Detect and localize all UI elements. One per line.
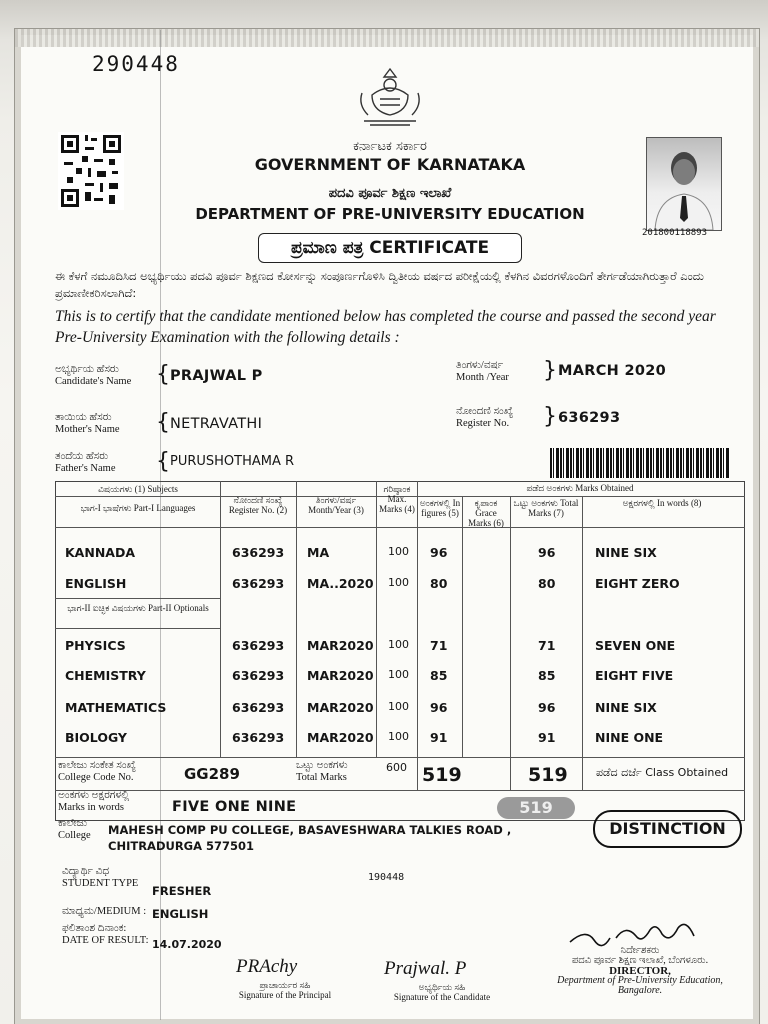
- college-code: GG289: [184, 765, 240, 783]
- father-name: PURUSHOTHAMA R: [170, 454, 295, 469]
- brace: {: [156, 362, 170, 387]
- subject-month: MAR2020: [307, 730, 374, 745]
- principal-signature-label: ಪ್ರಾಚಾರ್ಯರ ಸಹಿ Signature of the Principal: [238, 980, 332, 1000]
- subject-month: MA: [307, 545, 330, 560]
- barcode: [550, 448, 730, 478]
- total-marks-label: ಒಟ್ಟು ಅಂಕಗಳು Total Marks: [296, 760, 348, 783]
- table-row: [55, 541, 745, 563]
- result-date-label: ಫಲಿತಾಂಶ ದಿನಾಂಕ: DATE OF RESULT:: [62, 923, 149, 946]
- photo-id: 201800118893: [642, 228, 708, 238]
- director-block: ನಿರ್ದೇಶಕರು ಪದವಿ ಪೂರ್ವ ಶಿಕ್ಷಣ ಇಲಾಖೆ, ಬೆಂಗಳೂರು. DIRECTOR, Department of Pre-University Education, Bangalore.: [557, 945, 723, 996]
- subject-register: 636293: [232, 668, 285, 683]
- father-name-label: ತಂದೆಯ ಹೆಸರು Father's Name: [55, 451, 116, 474]
- intro-text-kn: ಈ ಕೆಳಗೆ ನಮೂದಿಸಿದ ಅಭ್ಯರ್ಥಿಯು ಪದವಿ ಪೂರ್ವ ಶಿಕ್ಷಣದ ಕೋರ್ಸನ್ನು ಸಂಪೂರ್ಣಗೊಳಿಸಿ ದ್ವಿತೀಯ ವರ್ಷದ ಪರೀಕ್ಷೆಯಲ್ಲಿ ಕೆಳಗಿನ ವಿವರಗಳೊಂದಿಗೆ ತೇರ್ಗಡೆಯಾಗಿರುತ್ತಾರೆ ಎಂದು ಪ್ರಮಾಣೀಕರಿಸಲಾಗಿದೆ:: [55, 269, 704, 300]
- subject-words: NINE ONE: [595, 730, 664, 745]
- state-emblem-icon: [350, 65, 430, 129]
- register-no: 636293: [558, 410, 621, 426]
- max-total: 600: [386, 761, 407, 774]
- marks-in-words: FIVE ONE NINE: [172, 799, 297, 815]
- college-label: ಕಾಲೇಜು College: [58, 818, 91, 841]
- subject-month: MAR2020: [307, 700, 374, 715]
- subject-words: EIGHT ZERO: [595, 576, 680, 591]
- subject-name: MATHEMATICS: [65, 700, 167, 715]
- subject-register: 636293: [232, 730, 285, 745]
- subject-marks: 96: [430, 545, 448, 560]
- header-month: ತಿಂಗಳು/ವರ್ಷ Month/Year (3): [308, 495, 364, 515]
- subject-month: MAR2020: [307, 668, 374, 683]
- total-marks-figures: 519: [422, 764, 462, 786]
- header-max: ಗರಿಷ್ಠಾಂಕ Max. Marks (4): [379, 484, 415, 514]
- subject-total: 71: [538, 638, 556, 653]
- distinction-badge: DISTINCTION: [593, 810, 742, 848]
- subject-name: BIOLOGY: [65, 730, 127, 745]
- gov-title: GOVERNMENT OF KARNATAKA: [254, 155, 526, 174]
- brace: {: [156, 449, 170, 474]
- subject-marks: 80: [430, 576, 448, 591]
- header-obtained: ಪಡೆದ ಅಂಕಗಳು Marks Obtained: [526, 483, 634, 493]
- qr-code: [58, 132, 124, 210]
- header-total: ಒಟ್ಟು ಅಂಕಗಳು Total Marks (7): [513, 498, 579, 518]
- subject-register: 636293: [232, 576, 285, 591]
- total-marks: 519: [528, 764, 568, 786]
- subject-max: 100: [388, 668, 409, 681]
- brace: {: [156, 410, 170, 435]
- gov-title-kn: ಕರ್ನಾಟಕ ಸರ್ಕಾರ: [353, 139, 427, 154]
- header-words: ಅಕ್ಷರಗಳಲ್ಲಿ In words (8): [622, 498, 702, 508]
- college-name-line1: MAHESH COMP PU COLLEGE, BASAVESHWARA TALKIES ROAD ,: [108, 823, 512, 837]
- subject-total: 80: [538, 576, 556, 591]
- subject-name: PHYSICS: [65, 638, 126, 653]
- mother-name-label: ತಾಯಿಯ ಹೆಸರು Mother's Name: [55, 412, 120, 435]
- header-register: ನೋಂದಣಿ ಸಂಖ್ಯೆ Register No. (2): [228, 495, 288, 515]
- header-part2: ಭಾಗ-II ಐಚ್ಛಿಕ ವಿಷಯಗಳು Part-II Optionals: [67, 603, 209, 613]
- subject-total: 96: [538, 545, 556, 560]
- serial-number: 290448: [92, 52, 180, 76]
- candidate-photo: [646, 137, 722, 231]
- subject-register: 636293: [232, 638, 285, 653]
- month-year-label: ತಿಂಗಳು/ವರ್ಷ Month /Year: [456, 360, 509, 383]
- candidate-name-label: ಅಭ್ಯರ್ಥಿಯ ಹೆಸರು Candidate's Name: [55, 364, 132, 387]
- subject-marks: 71: [430, 638, 448, 653]
- table-row: [55, 664, 745, 686]
- intro-text: This is to certify that the candidate mentioned below has completed the course and passed the second year Pre-University Examination with the following details :: [55, 308, 716, 346]
- marks-stamp: 519: [497, 797, 575, 819]
- dept-title-kn: ಪದವಿ ಪೂರ್ವ ಶಿಕ್ಷಣ ಇಲಾಖೆ: [328, 186, 452, 201]
- principal-signature: PRAchy: [236, 956, 298, 977]
- subject-marks: 91: [430, 730, 448, 745]
- subject-words: NINE SIX: [595, 700, 657, 715]
- subject-max: 100: [388, 638, 409, 651]
- student-type-label: ವಿದ್ಯಾರ್ಥಿ ವಿಧ STUDENT TYPE: [62, 866, 139, 889]
- table-row: [55, 634, 745, 656]
- header-grace: ಕೃಪಾಂಕ Grace Marks (6): [468, 498, 504, 528]
- subject-words: NINE SIX: [595, 545, 657, 560]
- subject-words: EIGHT FIVE: [595, 668, 674, 683]
- college-name-line2: CHITRADURGA 577501: [108, 839, 255, 853]
- college-code-label: ಕಾಲೇಜು ಸಂಕೇತ ಸಂಖ್ಯೆ College Code No.: [58, 760, 137, 783]
- month-year: MARCH 2020: [558, 363, 666, 379]
- candidate-name: PRAJWAL P: [170, 368, 263, 384]
- serial-small: 190448: [368, 872, 405, 883]
- table-row: [55, 726, 745, 748]
- medium-label: ಮಾಧ್ಯಮ/MEDIUM :: [62, 906, 147, 917]
- header-figures: ಅಂಕಗಳಲ್ಲಿ In figures (5): [419, 498, 461, 518]
- subject-words: SEVEN ONE: [595, 638, 676, 653]
- header-subjects: ವಿಷಯಗಳು (1) Subjects: [98, 484, 178, 494]
- subject-max: 100: [388, 730, 409, 743]
- certificate-title: ಪ್ರಮಾಣ ಪತ್ರ CERTIFICATE: [258, 233, 522, 263]
- subject-name: KANNADA: [65, 545, 136, 560]
- subject-month: MA..2020: [307, 576, 374, 591]
- table-row: [55, 696, 745, 718]
- student-type: FRESHER: [152, 884, 212, 898]
- marks-words-label: ಅಂಕಗಳು ಅಕ್ಷರಗಳಲ್ಲಿ Marks in words: [58, 790, 130, 813]
- subject-register: 636293: [232, 700, 285, 715]
- class-obtained-label: ಪಡೆದ ದರ್ಜೆ Class Obtained: [596, 766, 729, 779]
- table-row: [55, 572, 745, 594]
- subject-name: ENGLISH: [65, 576, 127, 591]
- subject-total: 91: [538, 730, 556, 745]
- subject-month: MAR2020: [307, 638, 374, 653]
- subject-marks: 96: [430, 700, 448, 715]
- brace: }: [543, 358, 557, 383]
- mother-name: NETRAVATHI: [170, 416, 263, 432]
- subject-name: CHEMISTRY: [65, 668, 146, 683]
- candidate-signature-label: ಅಭ್ಯರ್ಥಿಯ ಸಹಿ Signature of the Candidate: [393, 982, 491, 1002]
- subject-max: 100: [388, 576, 409, 589]
- candidate-signature: Prajwal. P: [384, 958, 467, 979]
- subject-total: 96: [538, 700, 556, 715]
- subject-marks: 85: [430, 668, 448, 683]
- subject-max: 100: [388, 545, 409, 558]
- medium: ENGLISH: [152, 907, 209, 921]
- register-no-label: ನೋಂದಣಿ ಸಂಖ್ಯೆ Register No.: [456, 406, 514, 429]
- subject-register: 636293: [232, 545, 285, 560]
- subject-total: 85: [538, 668, 556, 683]
- dept-title: DEPARTMENT OF PRE-UNIVERSITY EDUCATION: [195, 205, 585, 223]
- brace: }: [543, 404, 557, 429]
- subject-max: 100: [388, 700, 409, 713]
- result-date: 14.07.2020: [152, 938, 222, 951]
- header-part1: ಭಾಗ-I ಭಾಷೆಗಳು Part-I Languages: [80, 503, 196, 513]
